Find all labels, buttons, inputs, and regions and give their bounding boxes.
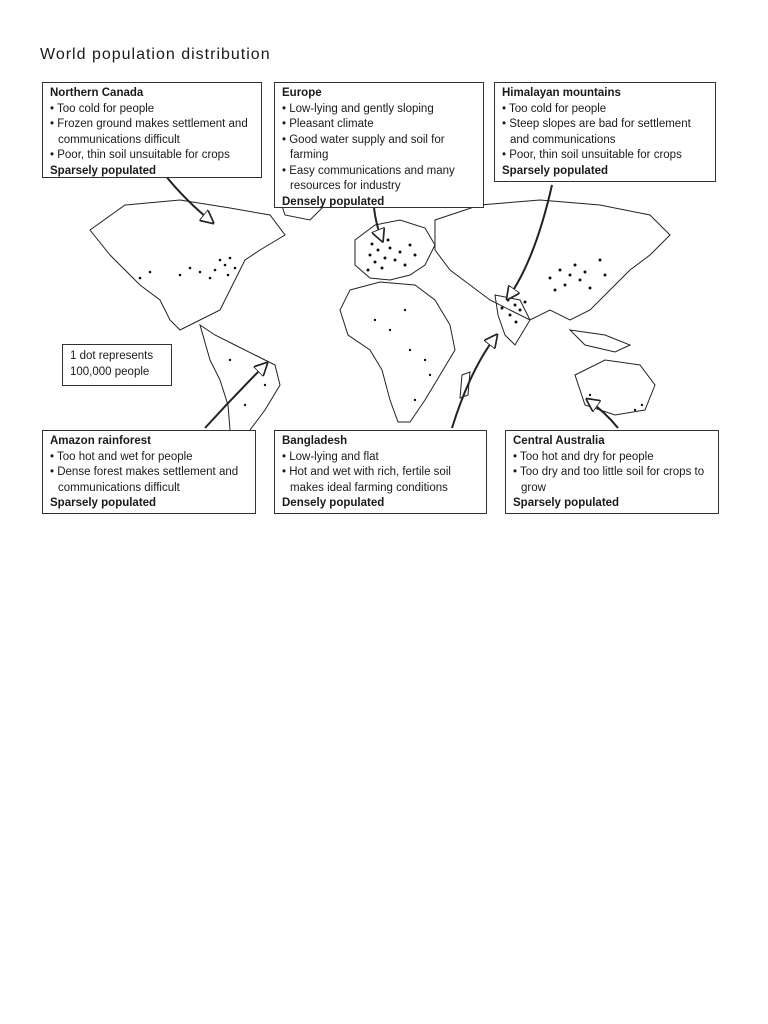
box-bullets (513, 450, 712, 497)
box-himalayan-mountains (494, 82, 716, 182)
population-dots (139, 239, 644, 412)
box-bullets (50, 450, 249, 497)
bullet: • Poor, thin soil unsuitable for crops (502, 148, 709, 164)
box-europe (274, 82, 484, 208)
box-heading: Central Australia (513, 435, 605, 447)
bullet: • Too cold for people (502, 102, 709, 118)
box-status: Sparsely populated (513, 497, 620, 509)
page-title: World population distribution (40, 46, 271, 63)
box-heading: Bangladesh (282, 435, 348, 447)
bullet: • Too hot and dry for people (513, 450, 712, 466)
box-heading: Europe (282, 87, 322, 99)
box-heading: Northern Canada (50, 87, 144, 99)
box-bullets (282, 450, 480, 497)
south-america-outline (200, 325, 280, 445)
box-northern-canada (42, 82, 262, 178)
box-heading: Amazon rainforest (50, 435, 151, 447)
bullet: • Hot and wet with rich, fertile soil makes ideal farming conditions (282, 465, 480, 496)
bullet: • Low-lying and gently sloping (282, 102, 477, 118)
bullet: • Dense forest makes settlement and communications difficult (50, 465, 249, 496)
bullet: • Steep slopes are bad for settlement and communications (502, 117, 709, 148)
africa-outline (340, 282, 455, 422)
box-bullets (282, 102, 477, 195)
map-legend (62, 344, 172, 386)
bullet: • Frozen ground makes settlement and communications difficult (50, 117, 255, 148)
box-bullets (50, 102, 255, 164)
dots-usa-east (139, 257, 237, 280)
dots-africa (374, 309, 431, 401)
box-bullets (502, 102, 709, 164)
legend-line: 100,000 people (70, 366, 150, 378)
se-asia-islands-outline (570, 330, 630, 352)
box-status: Densely populated (282, 195, 385, 208)
box-central-australia (505, 430, 719, 514)
bullet: • Easy communications and many resources for industry (282, 164, 477, 195)
box-status: Sparsely populated (50, 497, 157, 509)
box-status: Sparsely populated (50, 164, 157, 177)
box-bangladesh (274, 430, 487, 514)
bullet: • Pleasant climate (282, 117, 477, 133)
dots-europe (367, 239, 417, 272)
bullet: • Too cold for people (50, 102, 255, 118)
dots-south-america (229, 359, 266, 406)
dots-south-asia (501, 299, 527, 324)
box-status: Sparsely populated (502, 164, 609, 177)
bullet: • Poor, thin soil unsuitable for crops (50, 148, 255, 164)
asia-outline (435, 200, 670, 320)
box-amazon-rainforest (42, 430, 256, 514)
australia-outline (575, 360, 655, 415)
dots-east-asia (549, 259, 607, 292)
north-america-outline (90, 200, 285, 330)
box-status: Densely populated (282, 497, 385, 509)
bullet: • Low-lying and flat (282, 450, 480, 466)
madagascar-outline (460, 372, 470, 398)
bullet: • Good water supply and soil for farming (282, 133, 477, 164)
bullet: • Too dry and too little soil for crops to grow (513, 465, 712, 496)
bullet: • Too hot and wet for people (50, 450, 249, 466)
box-heading: Himalayan mountains (502, 87, 621, 99)
legend-line: 1 dot represents (70, 350, 154, 362)
